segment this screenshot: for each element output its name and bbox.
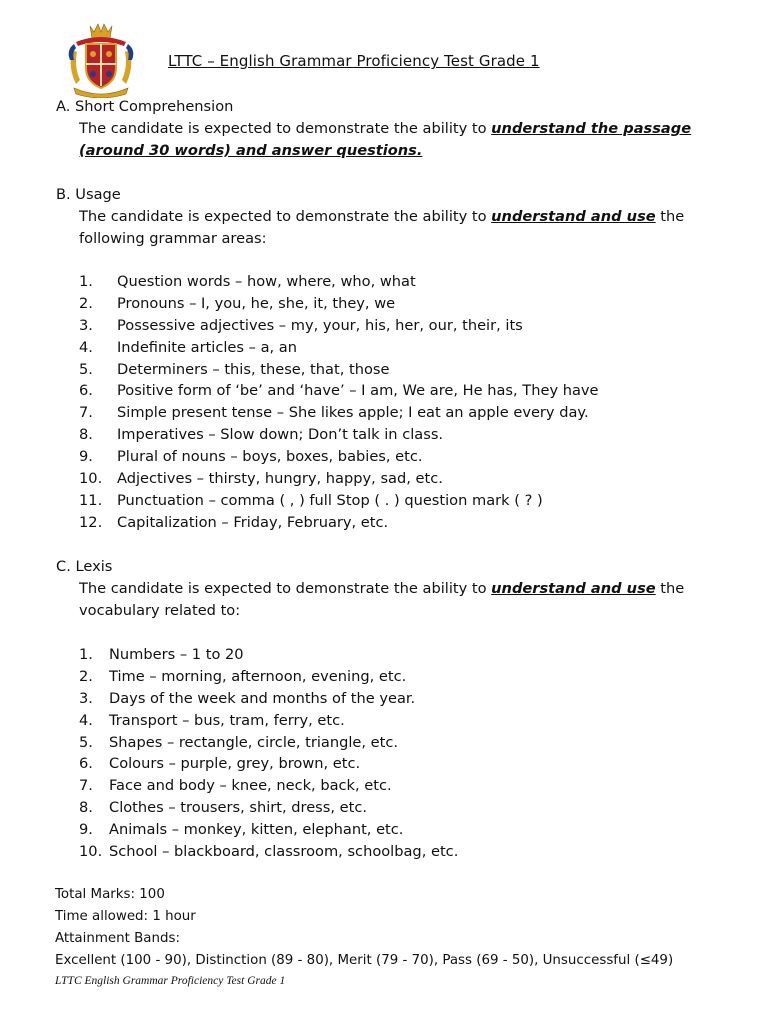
list-item: 3. Possessive adjectives – my, your, his, her, our, their, its (79, 316, 523, 334)
list-item: 11. Punctuation – comma ( , ) full Stop ( . ) question mark ( ? ) (79, 491, 543, 509)
list-item: 3. Days of the week and months of the year. (79, 689, 416, 707)
bands-label: Attainment Bands: (55, 931, 180, 946)
list-item: 8. Imperatives – Slow down; Don’t talk in class. (79, 426, 444, 444)
list-item: 2. Pronouns – I, you, he, she, it, they, we (79, 294, 396, 312)
list-item: 8. Clothes – trousers, shirt, dress, etc. (79, 799, 368, 817)
total-marks: Total Marks: 100 (55, 887, 165, 902)
list-item: 6. Colours – purple, grey, brown, etc. (79, 755, 361, 773)
section-a-text: The candidate is expected to demonstrate the ability to (79, 120, 492, 137)
attainment-bands: Excellent (100 - 90), Distinction (89 - 80), Merit (79 - 70), Pass (69 - 50), Unsuccessful (≤49) (55, 953, 674, 968)
section-a-description (79, 118, 736, 162)
section-b-emphasis: understand and use (491, 208, 656, 225)
section-c-text: The candidate is expected to demonstrate the ability to (79, 580, 492, 597)
list-item: 2. Time – morning, afternoon, evening, etc. (79, 667, 407, 685)
list-item: 7. Simple present tense – She likes apple; I eat an apple every day. (79, 404, 589, 422)
list-item: 4. Transport – bus, tram, ferry, etc. (79, 711, 345, 729)
section-usage (56, 184, 736, 250)
list-item: 7. Face and body – knee, neck, back, etc. (79, 777, 392, 795)
list-item: 10. Adjectives – thirsty, hungry, happy, sad, etc. (79, 470, 443, 488)
grammar-areas-list (79, 271, 599, 534)
crest-icon (66, 20, 136, 98)
list-item: 6. Positive form of ‘be’ and ‘have’ – I am, We are, He has, They have (79, 382, 599, 400)
list-item: 10. School – blackboard, classroom, schoolbag, etc. (79, 843, 459, 861)
section-a-emphasis: understand the passage (around 30 words) and answer questions. (79, 120, 692, 159)
list-item: 1. Numbers – 1 to 20 (79, 646, 244, 663)
list-item: 9. Animals – monkey, kitten, elephant, etc. (79, 821, 404, 839)
section-b-text: The candidate is expected to demonstrate the ability to (79, 208, 492, 225)
document-title: LTTC – English Grammar Proficiency Test Grade 1 (168, 52, 540, 70)
section-a-heading: A. Short Comprehension (56, 98, 234, 115)
section-c-description (79, 578, 736, 622)
list-item: 12. Capitalization – Friday, February, etc. (79, 513, 389, 531)
section-lexis (56, 556, 736, 622)
test-info (55, 884, 673, 972)
list-item: 9. Plural of nouns – boys, boxes, babies, etc. (79, 448, 423, 466)
section-c-emphasis: understand and use (491, 580, 656, 597)
list-item: 5. Shapes – rectangle, circle, triangle, etc. (79, 733, 399, 751)
vocabulary-list (79, 644, 458, 863)
section-c-text-after: the vocabulary related to: (79, 580, 685, 619)
section-short-comprehension (56, 96, 736, 162)
list-item: 5. Determiners – this, these, that, those (79, 360, 390, 378)
section-c-heading: C. Lexis (56, 558, 113, 575)
list-item: 4. Indefinite articles – a, an (79, 338, 297, 356)
list-item: 1. Question words – how, where, who, what (79, 273, 416, 290)
section-b-description (79, 206, 736, 250)
section-b-heading: B. Usage (56, 186, 121, 203)
time-allowed: Time allowed: 1 hour (55, 909, 196, 924)
section-b-text-after: the following grammar areas: (79, 208, 685, 247)
page-footer: LTTC English Grammar Proficiency Test Grade 1 (55, 975, 286, 987)
